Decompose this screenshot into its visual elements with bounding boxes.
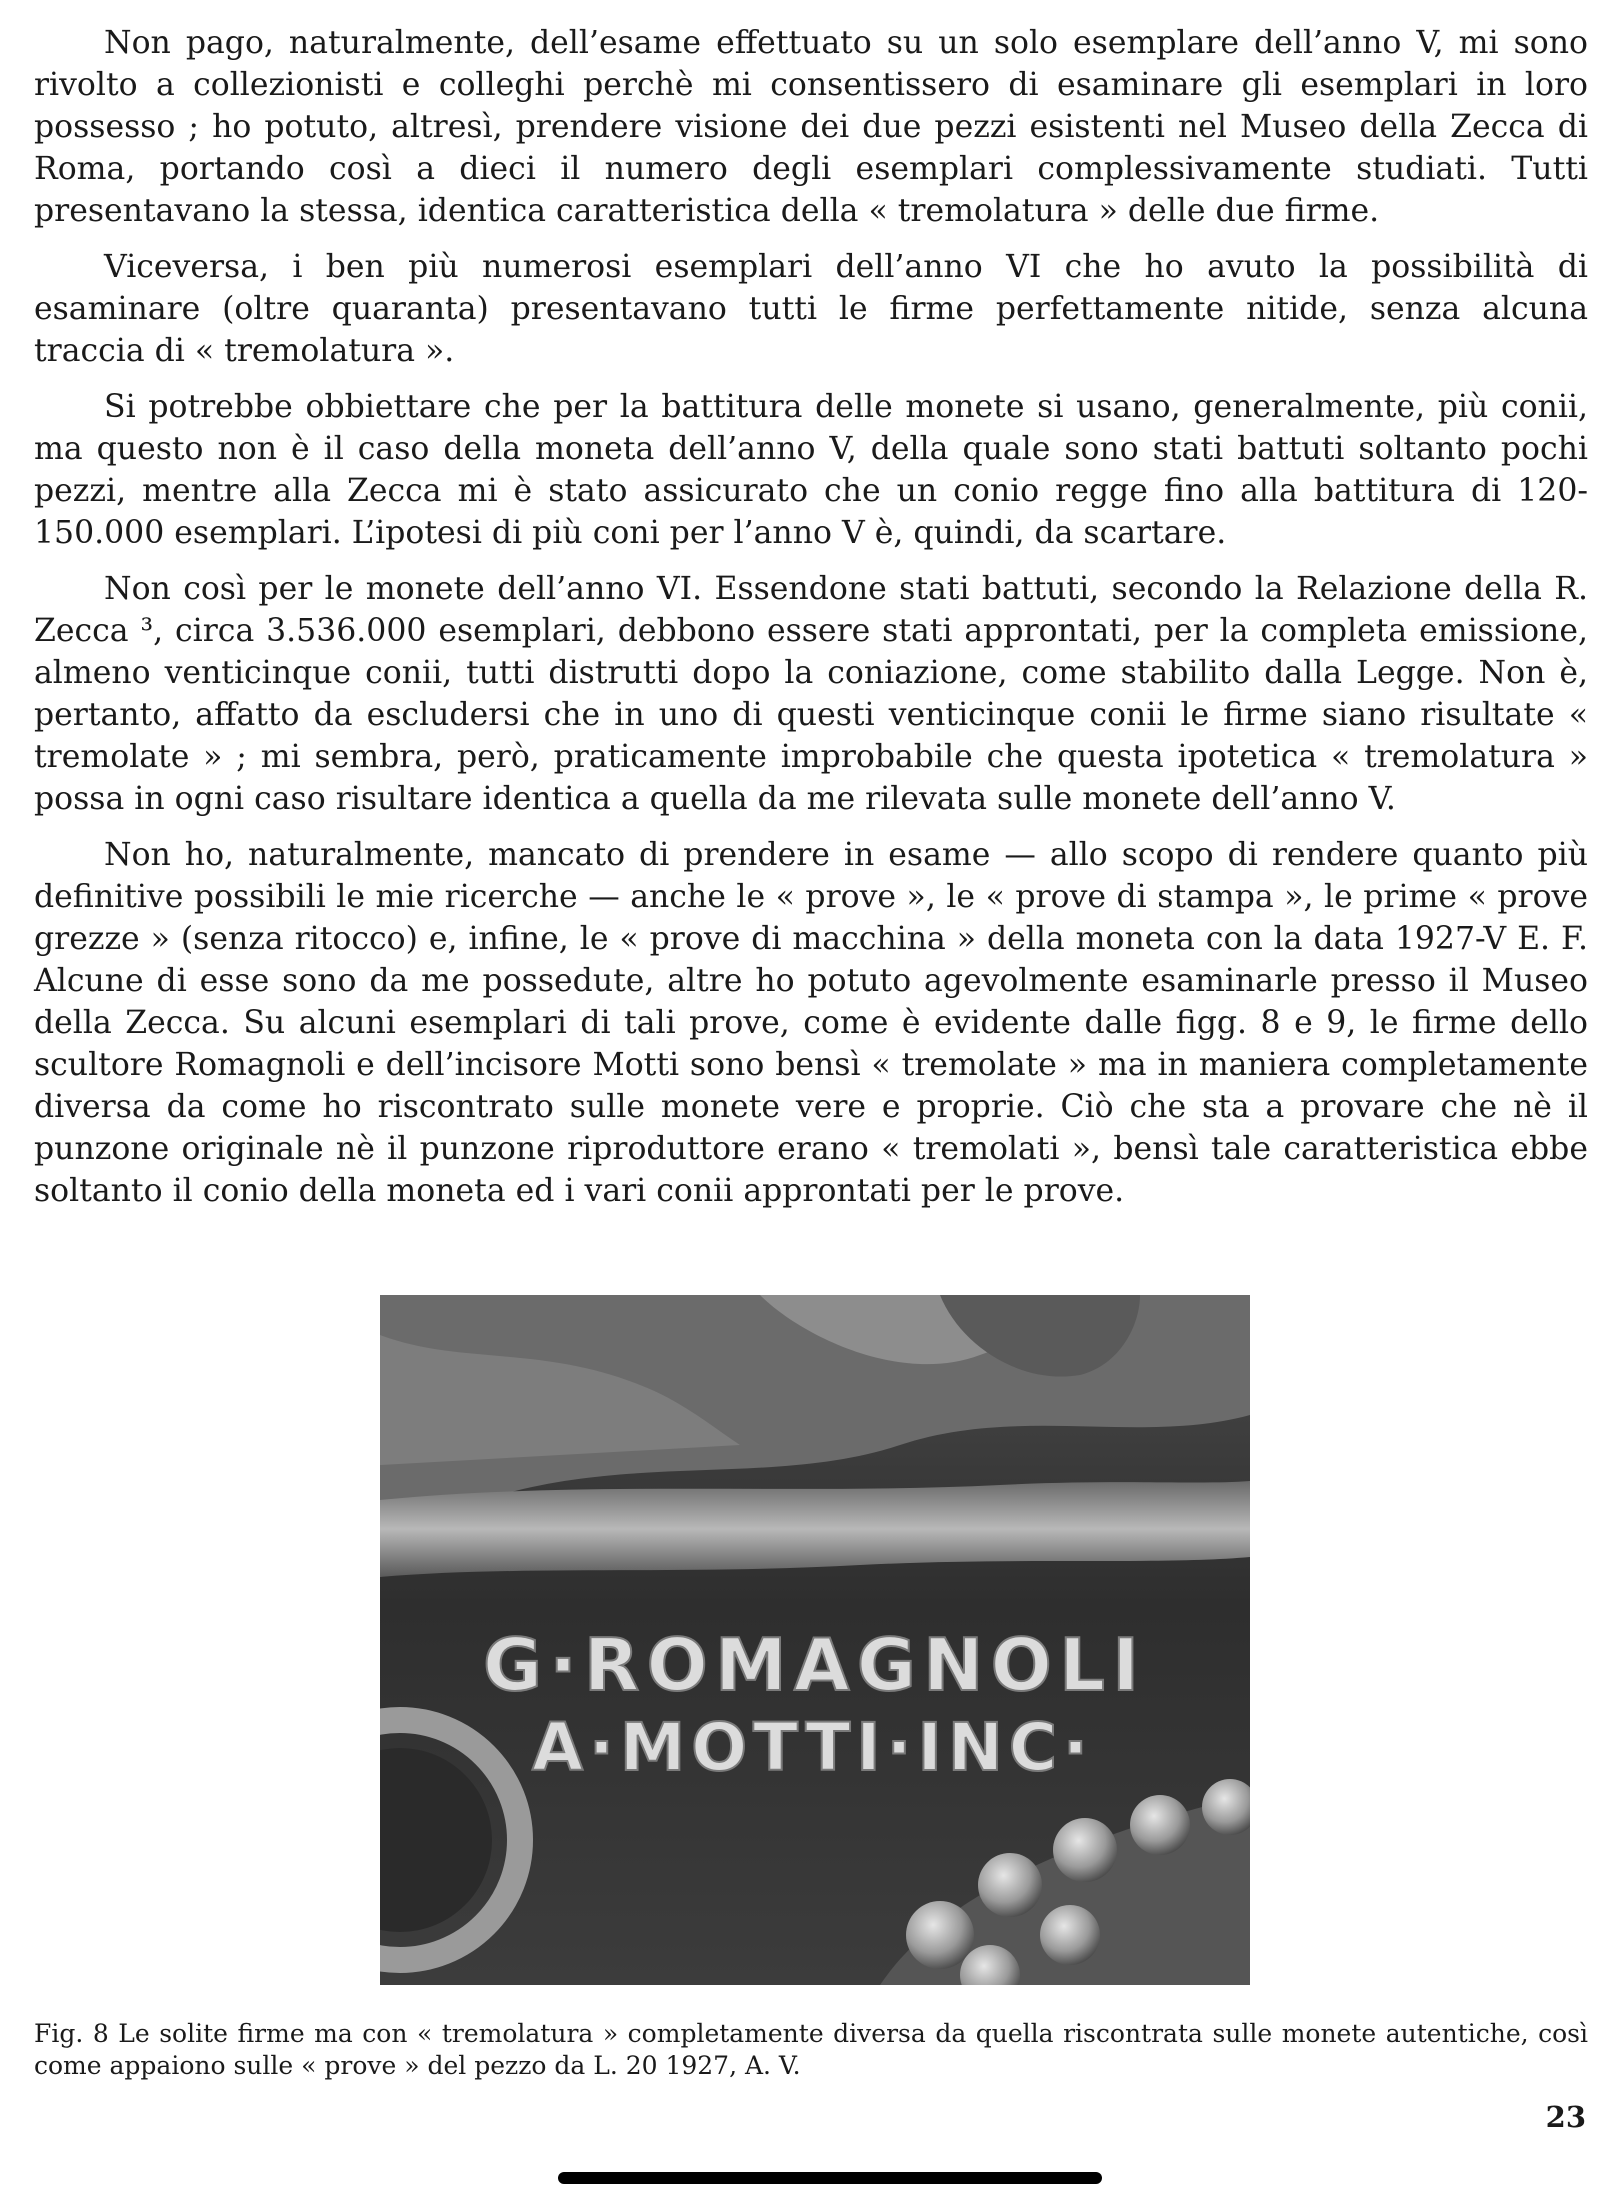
coin-photo-graphic	[380, 1295, 1250, 1985]
paragraph-4: Non così per le monete dell’anno VI. Essendone stati battuti, secondo la Relazione della R. Zecca ³, circa 3.536.000 esemplari, debbono essere stati approntati, per la completa emissione, almeno venticinque conii, tutti distrutti dopo la coniazione, come stabilito dalla Legge. Non è, pertanto, affatto da escludersi che in uno di questi venticinque conii le firme siano risultate « tremolate » ; mi sembra, però, praticamente improbabile che questa ipotetica « tremolatura » possa in ogni caso risultare identica a quella da me rilevata sulle monete dell’anno V.	[34, 571, 1588, 817]
figure-caption: Fig. 8 Le solite firme ma con « tremolatura » completamente diversa da quella riscontrata sulle monete autentiche, così come appaiono sulle « prove » del pezzo da L. 20 1927, A. V.	[34, 2019, 1588, 2080]
figure-inscription-line-1: G·ROMAGNOLI	[483, 1623, 1143, 1707]
paragraph-1: Non pago, naturalmente, dell’esame effettuato su un solo esemplare dell’anno V, mi sono rivolto a collezionisti e colleghi perchè mi consentissero di esaminare gli esemplari in loro possesso ; ho potuto, altresì, prendere visione dei due pezzi esistenti nel Museo della Zecca di Roma, portando così a dieci il numero degli esemplari complessivamente studiati. Tutti presentavano la stessa, identica caratteristica della « tremolatura » delle due firme.	[34, 25, 1588, 229]
home-indicator-bar[interactable]	[558, 2172, 1102, 2184]
figure-coin-photo	[380, 1295, 1250, 1985]
figure-inscription-line-2: A·MOTTI·INC·	[532, 1709, 1092, 1786]
paragraph-3: Si potrebbe obbiettare che per la battitura delle monete si usano, generalmente, più conii, ma questo non è il caso della moneta dell’anno V, della quale sono stati battuti soltanto pochi pezzi, mentre alla Zecca mi è stato assicurato che un conio regge fino alla battitura di 120-150.000 esemplari. L’ipotesi di più coni per l’anno V è, quindi, da scartare.	[34, 389, 1588, 551]
body-text	[34, 22, 1588, 1226]
page-number: 23	[1545, 2100, 1586, 2134]
paragraph-5: Non ho, naturalmente, mancato di prendere in esame — allo scopo di rendere quanto più definitive possibili le mie ricerche — anche le « prove », le « prove di stampa », le prime « prove grezze » (senza ritocco) e, infine, le « prove di macchina » della moneta con la data 1927-V E. F. Alcune di esse sono da me possedute, altre ho potuto agevolmente esaminarle presso il Museo della Zecca. Su alcuni esemplari di tali prove, come è evidente dalle figg. 8 e 9, le firme dello scultore Romagnoli e dell’incisore Motti sono bensì « tremolate » ma in maniera completamente diversa da come ho riscontrato sulle monete vere e proprie. Ciò che sta a provare che nè il punzone originale nè il punzone riproduttore erano « tremolati », bensì tale caratteristica ebbe soltanto il conio della moneta ed i vari conii approntati per le prove.	[34, 837, 1588, 1209]
paragraph-2: Viceversa, i ben più numerosi esemplari dell’anno VI che ho avuto la possibilità di esaminare (oltre quaranta) presentavano tutti le firme perfettamente nitide, senza alcuna traccia di « tremolatura ».	[34, 249, 1588, 369]
